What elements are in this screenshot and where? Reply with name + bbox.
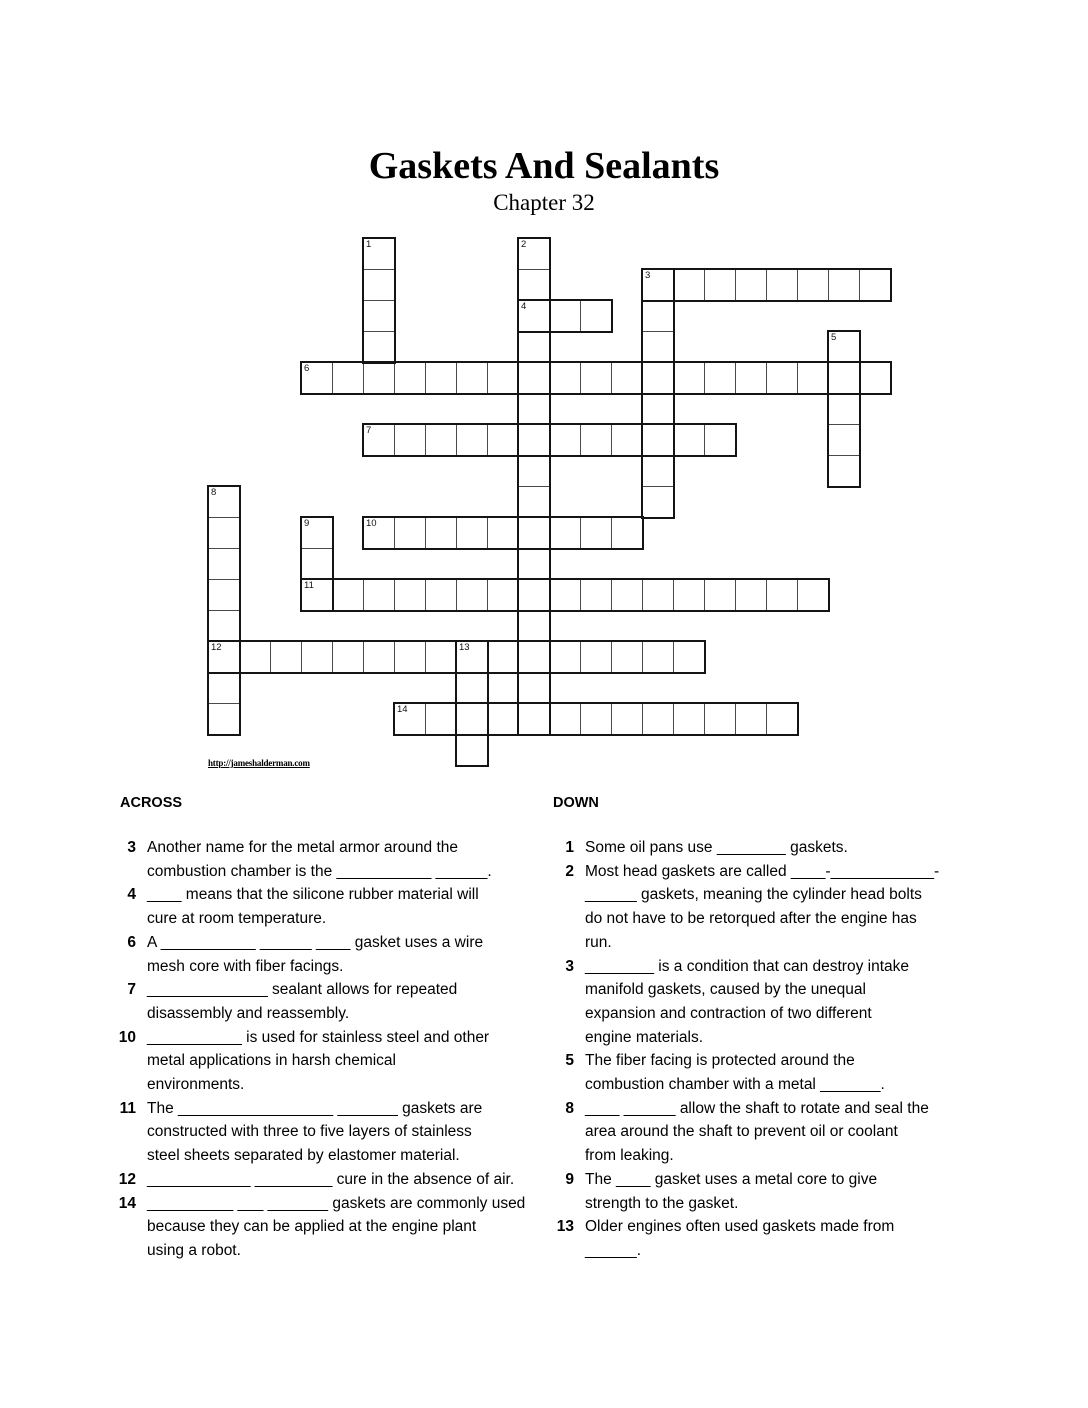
- grid-cell: [797, 579, 829, 611]
- grid-cell: [518, 424, 550, 456]
- grid-cell: [394, 362, 426, 394]
- clue-line: engine materials.: [585, 1028, 704, 1046]
- grid-cell: [456, 424, 488, 456]
- cell-number: 14: [397, 704, 408, 715]
- clue-line: environments.: [147, 1076, 245, 1094]
- clue-line: metal applications in harsh chemical: [147, 1052, 396, 1070]
- clue-number: 2: [565, 862, 574, 880]
- grid-cell: [673, 269, 705, 301]
- clue-row-across-14: [100, 1192, 526, 1263]
- cell-number: 7: [366, 425, 372, 436]
- down-clue-list: [538, 836, 968, 1263]
- clue-line: ____ ______ allow the shaft to rotate and seal the: [585, 1099, 929, 1117]
- grid-cell: [797, 269, 829, 301]
- grid-cell: [394, 641, 426, 673]
- clue-row-across-11: [100, 1097, 520, 1168]
- clue-text: [585, 836, 848, 860]
- clue-line: using a robot.: [147, 1241, 241, 1259]
- clue-text: [585, 860, 939, 955]
- clue-line: manifold gaskets, caused by the unequal: [585, 981, 866, 999]
- clue-row-down-2: [538, 860, 968, 955]
- clue-number: 4: [127, 886, 136, 904]
- clue-row-down-8: [538, 1097, 968, 1168]
- grid-cell: [394, 579, 426, 611]
- clue-line: expansion and contraction of two different: [585, 1004, 872, 1022]
- grid-cell: [270, 641, 302, 673]
- grid-cell: [549, 579, 581, 611]
- grid-cell: [611, 362, 643, 394]
- grid-cell: [518, 548, 550, 580]
- clue-line: A ___________ ______ ____ gasket uses a wire: [147, 933, 484, 951]
- grid-cell: [642, 331, 674, 363]
- clue-text: [147, 836, 492, 883]
- grid-cell: [549, 300, 581, 332]
- clue-row-across-7: [100, 978, 520, 1025]
- grid-cell: [363, 362, 395, 394]
- cell-number: 13: [459, 642, 470, 653]
- page-title: Gaskets And Sealants: [368, 145, 720, 187]
- clue-row-down-3: [538, 955, 968, 1050]
- across-clue-list: [100, 836, 526, 1263]
- grid-cell: [363, 269, 395, 301]
- cell-number: 5: [831, 332, 837, 343]
- clue-line: Some oil pans use ________ gaskets.: [585, 839, 848, 856]
- clue-text: [585, 1049, 885, 1096]
- clue-line: area around the shaft to prevent oil or coolant: [585, 1123, 898, 1141]
- clue-row-down-9: [538, 1168, 968, 1215]
- grid-cell: [642, 393, 674, 425]
- grid-cell: [425, 517, 457, 549]
- cell-number: 10: [366, 518, 377, 529]
- grid-cell: [859, 269, 891, 301]
- clue-line: run.: [585, 933, 612, 951]
- grid-cell: [239, 641, 271, 673]
- cell-number: 12: [211, 642, 222, 653]
- grid-cell: [518, 331, 550, 363]
- clue-text: [147, 883, 479, 930]
- clue-row-across-10: [100, 1026, 520, 1097]
- clue-text: [147, 1192, 525, 1263]
- clue-number: 13: [556, 1218, 574, 1236]
- grid-cell: [828, 393, 860, 425]
- grid-cell: [735, 269, 767, 301]
- grid-cell: [518, 362, 550, 394]
- grid-cell: [580, 641, 612, 673]
- grid-cell: [394, 517, 426, 549]
- grid-cell: [611, 517, 643, 549]
- grid-cell: [704, 703, 736, 735]
- grid-cell: [208, 610, 240, 642]
- clue-line: ______________ sealant allows for repeated: [147, 981, 458, 999]
- grid-cell: [704, 269, 736, 301]
- clue-line: disassembly and reassembly.: [147, 1004, 350, 1022]
- grid-cell: [208, 672, 240, 704]
- grid-cell: [487, 362, 519, 394]
- clue-number: 3: [127, 839, 136, 856]
- clue-line: The __________________ _______ gaskets are: [147, 1099, 483, 1117]
- grid-cell: [642, 455, 674, 487]
- clue-line: ______ gaskets, meaning the cylinder head bolts: [585, 886, 922, 904]
- cell-number: 1: [366, 239, 372, 250]
- grid-cell: [518, 610, 550, 642]
- grid-cell: [518, 703, 550, 735]
- grid-cell: [332, 362, 364, 394]
- clue-line: The fiber facing is protected around the: [585, 1052, 855, 1070]
- grid-cell: [704, 579, 736, 611]
- grid-cell: [828, 424, 860, 456]
- clue-line: constructed with three to five layers of stainless: [147, 1123, 472, 1141]
- grid-cell: [518, 486, 550, 518]
- clue-row-down-1: [538, 836, 968, 860]
- clue-row-down-13: [538, 1215, 968, 1262]
- grid-cell: [580, 517, 612, 549]
- cell-number: 4: [521, 301, 527, 312]
- down-header: DOWN: [553, 795, 599, 811]
- clue-number: 11: [119, 1099, 136, 1117]
- clue-text: [147, 1026, 489, 1097]
- grid-cell: [580, 300, 612, 332]
- grid-cell: [611, 424, 643, 456]
- cell-number: 2: [521, 239, 527, 250]
- clue-line: combustion chamber with a metal _______.: [585, 1076, 885, 1094]
- clue-line: cure at room temperature.: [147, 910, 327, 928]
- grid-cell: [456, 579, 488, 611]
- grid-cell: [487, 641, 519, 673]
- clue-line: ______.: [585, 1241, 642, 1259]
- grid-cell: [518, 579, 550, 611]
- grid-cell: [673, 424, 705, 456]
- grid-cell: [735, 362, 767, 394]
- grid-cell: [642, 579, 674, 611]
- clue-line: ___________ is used for stainless steel and other: [147, 1028, 490, 1046]
- grid-cell: [456, 362, 488, 394]
- source-url-link[interactable]: http://jameshalderman.com: [208, 758, 310, 768]
- grid-cell: [549, 517, 581, 549]
- grid-cell: [580, 424, 612, 456]
- grid-cell: [456, 734, 488, 766]
- grid-cell: [363, 300, 395, 332]
- clue-text: [147, 931, 483, 978]
- clue-number: 10: [118, 1028, 136, 1046]
- grid-cell: [642, 362, 674, 394]
- grid-cell: [611, 579, 643, 611]
- grid-cell: [518, 672, 550, 704]
- grid-cell: [208, 548, 240, 580]
- grid-cell: [580, 362, 612, 394]
- cell-number: 3: [645, 270, 651, 281]
- grid-cell: [301, 548, 333, 580]
- grid-cell: [673, 641, 705, 673]
- grid-cell: [642, 641, 674, 673]
- clue-number: 9: [565, 1170, 574, 1188]
- cell-number: 9: [304, 518, 310, 529]
- grid-cell: [487, 517, 519, 549]
- clue-row-across-3: [100, 836, 520, 883]
- grid-cell: [611, 641, 643, 673]
- cell-number: 6: [304, 363, 310, 374]
- clue-number: 6: [127, 933, 136, 951]
- grid-cell: [766, 362, 798, 394]
- clue-line: Most head gaskets are called ____-____________-: [585, 862, 940, 880]
- grid-cell: [580, 703, 612, 735]
- grid-cell: [518, 269, 550, 301]
- clue-line: strength to the gasket.: [585, 1194, 739, 1212]
- clue-number: 12: [118, 1170, 136, 1188]
- grid-cell: [456, 703, 488, 735]
- grid-cell: [859, 362, 891, 394]
- cell-number: 8: [211, 487, 217, 498]
- grid-cell: [425, 703, 457, 735]
- grid-cell: [363, 579, 395, 611]
- grid-cell: [425, 424, 457, 456]
- grid-cell: [642, 300, 674, 332]
- grid-cell: [611, 703, 643, 735]
- clue-number: 7: [127, 981, 136, 999]
- clue-line: combustion chamber is the ___________ ______.: [147, 862, 492, 880]
- grid-cell: [580, 579, 612, 611]
- grid-cell: [332, 579, 364, 611]
- clue-line: The ____ gasket uses a metal core to give: [585, 1170, 878, 1188]
- grid-cell: [828, 455, 860, 487]
- clue-line: Another name for the metal armor around the: [147, 839, 459, 856]
- grid-cell: [766, 579, 798, 611]
- across-header: ACROSS: [120, 795, 183, 811]
- grid-cell: [673, 362, 705, 394]
- grid-cell: [363, 641, 395, 673]
- grid-cell: [425, 641, 457, 673]
- clue-number: 8: [565, 1099, 574, 1117]
- clue-row-down-5: [538, 1049, 968, 1096]
- grid-cell: [208, 579, 240, 611]
- clue-line: mesh core with fiber facings.: [147, 957, 344, 975]
- grid-cell: [518, 517, 550, 549]
- page-subtitle: Chapter 32: [493, 190, 595, 215]
- grid-cell: [828, 269, 860, 301]
- grid-cell: [363, 331, 395, 363]
- clue-row-across-6: [100, 931, 520, 978]
- grid-cell: [828, 362, 860, 394]
- clue-text: [585, 955, 909, 1050]
- clue-line: do not have to be retorqued after the engine has: [585, 910, 917, 928]
- grid-cell: [332, 641, 364, 673]
- grid-cell: [704, 424, 736, 456]
- grid-cell: [549, 362, 581, 394]
- clue-line: because they can be applied at the engine plant: [147, 1218, 477, 1236]
- grid-cell: [456, 517, 488, 549]
- grid-cell: [487, 424, 519, 456]
- grid-cell: [518, 455, 550, 487]
- cell-number: 11: [304, 580, 314, 591]
- clue-line: ____________ _________ cure in the absence of air.: [147, 1170, 515, 1188]
- clue-text: [147, 1168, 514, 1192]
- clue-number: 1: [565, 839, 574, 856]
- grid-cell: [425, 579, 457, 611]
- grid-cell: [425, 362, 457, 394]
- clue-line: Older engines often used gaskets made from: [585, 1218, 895, 1236]
- grid-cell: [487, 703, 519, 735]
- grid-cell: [766, 703, 798, 735]
- clue-line: steel sheets separated by elastomer material.: [147, 1147, 460, 1165]
- clue-text: [147, 978, 457, 1025]
- grid-cell: [549, 641, 581, 673]
- grid-cell: [518, 393, 550, 425]
- grid-cell: [642, 486, 674, 518]
- clue-text: [585, 1215, 894, 1262]
- grid-cell: [456, 672, 488, 704]
- clue-number: 5: [565, 1052, 574, 1070]
- grid-cell: [735, 703, 767, 735]
- grid-cell: [518, 641, 550, 673]
- grid-cell: [208, 703, 240, 735]
- clue-text: [585, 1168, 877, 1215]
- grid-cell: [673, 579, 705, 611]
- grid-cell: [394, 424, 426, 456]
- grid-cell: [673, 703, 705, 735]
- grid-cell: [549, 703, 581, 735]
- clue-number: 3: [565, 957, 574, 975]
- grid-cell: [208, 517, 240, 549]
- clue-text: [585, 1097, 929, 1168]
- clue-number: 14: [118, 1194, 136, 1212]
- grid-cell: [704, 362, 736, 394]
- clue-line: from leaking.: [585, 1147, 674, 1165]
- grid-cell: [642, 703, 674, 735]
- grid-cell: [642, 424, 674, 456]
- grid-cell: [549, 424, 581, 456]
- clue-line: ____ means that the silicone rubber material will: [147, 886, 479, 904]
- grid-cell: [766, 269, 798, 301]
- grid-cell: [735, 579, 767, 611]
- grid-cell: [301, 641, 333, 673]
- clue-row-across-4: [100, 883, 520, 930]
- clue-line: ________ is a condition that can destroy intake: [585, 957, 910, 975]
- grid-cell: [797, 362, 829, 394]
- clue-line: __________ ___ _______ gaskets are commonly used: [147, 1194, 526, 1212]
- grid-cell: [487, 579, 519, 611]
- clue-row-across-12: [100, 1168, 520, 1192]
- clue-text: [147, 1097, 482, 1168]
